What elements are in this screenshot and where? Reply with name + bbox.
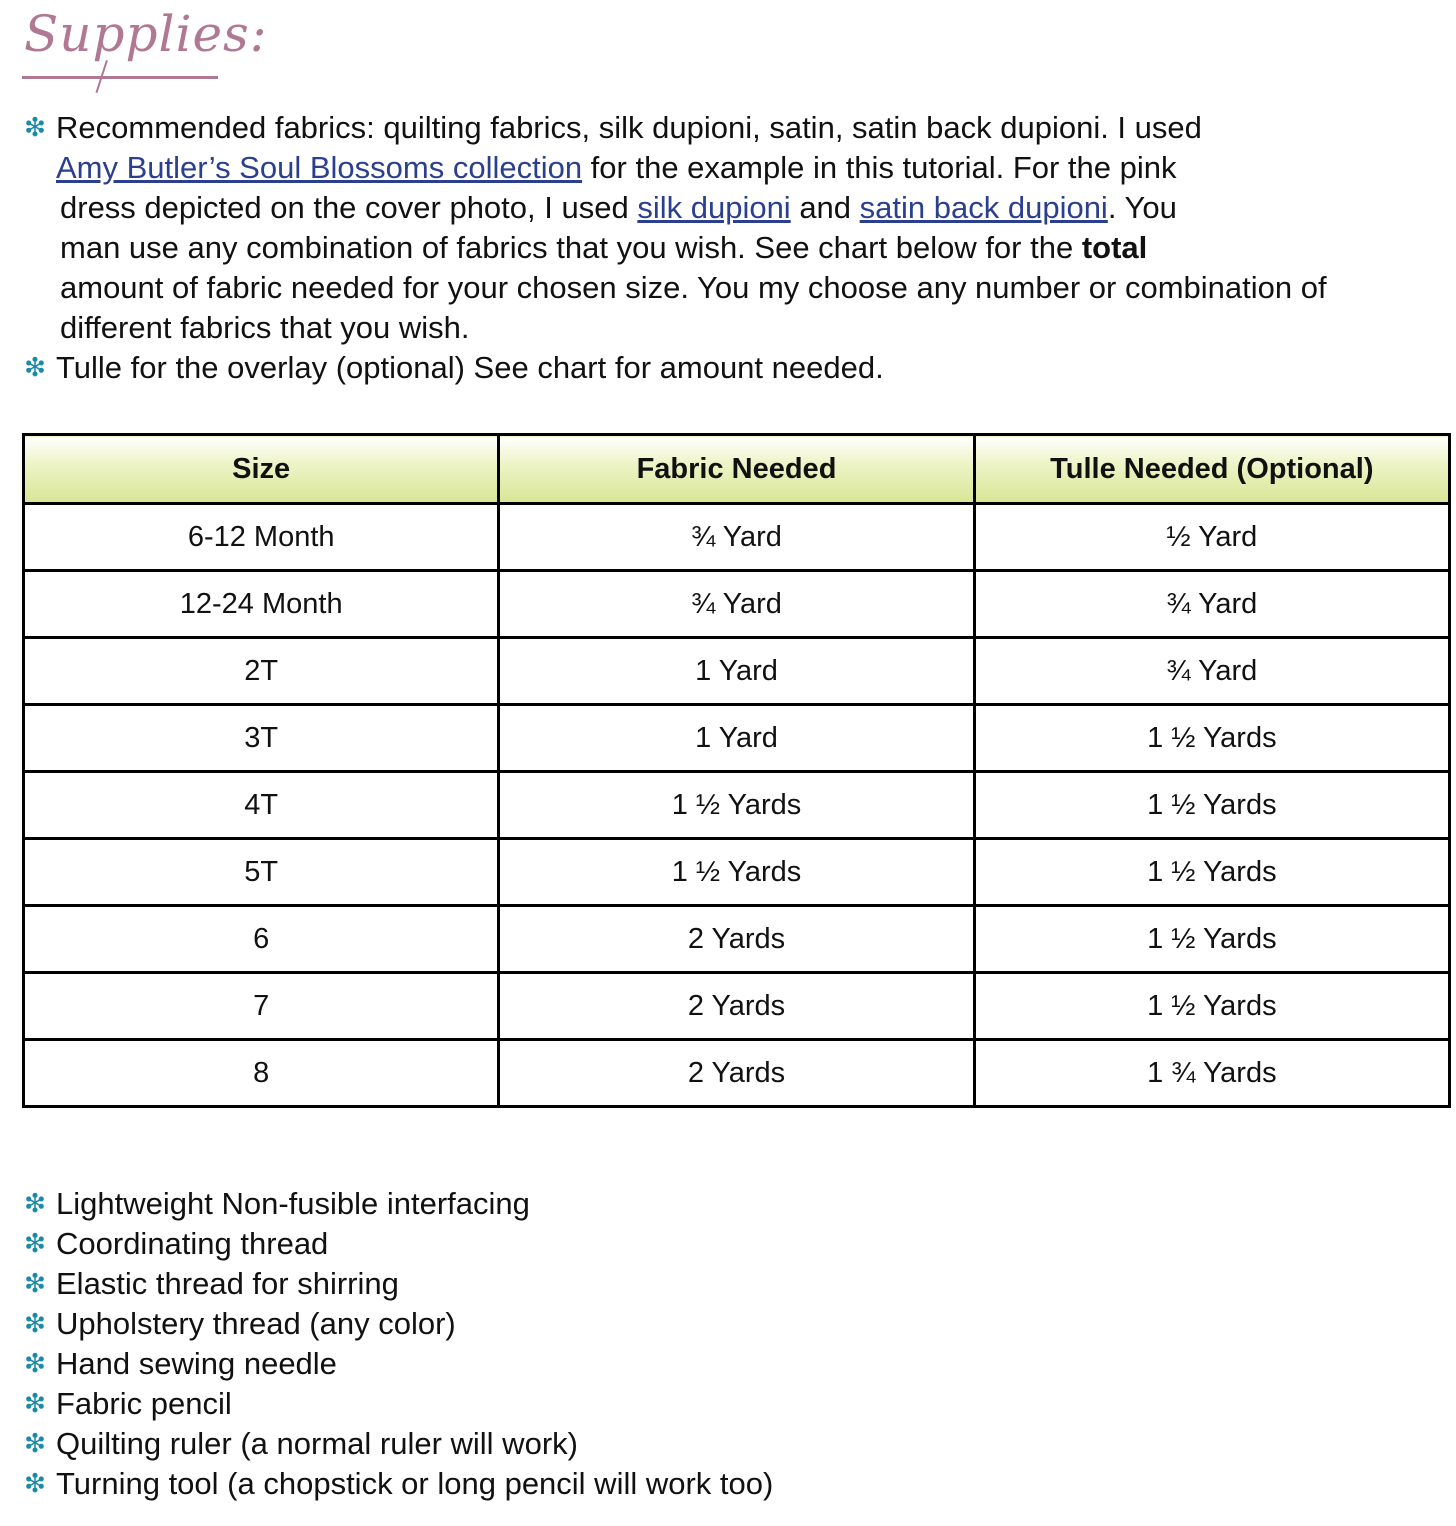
cell-fabric: ¾ Yard [499, 571, 974, 638]
fabrics-line-1: Recommended fabrics: quilting fabrics, silk dupioni, satin, satin back dupioni. I used [56, 110, 1202, 145]
fabrics-line-6: different fabrics that you wish. [60, 310, 470, 345]
heading-title: Supplies: [24, 5, 268, 63]
list-item [22, 1304, 1222, 1344]
heading-underline [22, 76, 218, 79]
supply-text: Hand sewing needle [56, 1346, 337, 1381]
cell-fabric: 2 Yards [499, 906, 974, 973]
bullet-icon: ❇ [24, 353, 46, 383]
cell-tulle: 1 ½ Yards [974, 839, 1449, 906]
supply-text: Fabric pencil [56, 1386, 232, 1421]
bullet-icon: ❇ [24, 1189, 46, 1219]
supply-text: Turning tool (a chopstick or long pencil will work too) [56, 1466, 774, 1501]
list-item [22, 1224, 1222, 1264]
bullet-icon: ❇ [24, 1229, 46, 1259]
fabric-list [22, 108, 1454, 388]
list-item [22, 1424, 1222, 1464]
cell-size: 8 [24, 1040, 499, 1107]
cell-fabric: ¾ Yard [499, 504, 974, 571]
cell-fabric: 1 Yard [499, 705, 974, 772]
header-fabric-needed: Fabric Needed [499, 435, 974, 504]
supply-text: Upholstery thread (any color) [56, 1306, 456, 1341]
satin-back-dupioni-link[interactable]: satin back dupioni [859, 190, 1108, 225]
fabrics-line-4-head: man use any combination of fabrics that you wish. See chart below for the [60, 230, 1082, 265]
cell-fabric: 1 ½ Yards [499, 839, 974, 906]
tulle-text: Tulle for the overlay (optional) See chart for amount needed. [56, 350, 884, 385]
list-item [22, 1184, 1222, 1224]
list-item [22, 1384, 1222, 1424]
table-row [24, 504, 1450, 571]
silk-dupioni-link[interactable]: silk dupioni [637, 190, 791, 225]
bullet-icon: ❇ [24, 1349, 46, 1379]
cell-tulle: 1 ½ Yards [974, 973, 1449, 1040]
fabrics-line-5: amount of fabric needed for your chosen size. You my choose any number or combination of [60, 270, 1327, 305]
list-item [22, 1264, 1222, 1304]
list-item [22, 1464, 1222, 1504]
supply-text: Coordinating thread [56, 1226, 329, 1261]
total-emphasis: total [1081, 230, 1148, 265]
fabrics-line-2-tail: for the example in this tutorial. For the pink [582, 150, 1177, 185]
cell-tulle: ¾ Yard [974, 638, 1449, 705]
fabrics-line-3 [56, 188, 1454, 228]
cell-tulle: ½ Yard [974, 504, 1449, 571]
supply-text: Lightweight Non-fusible interfacing [56, 1186, 530, 1221]
cell-fabric: 1 Yard [499, 638, 974, 705]
table-row [24, 839, 1450, 906]
cell-fabric: 2 Yards [499, 973, 974, 1040]
table-row [24, 705, 1450, 772]
cell-tulle: 1 ½ Yards [974, 772, 1449, 839]
cell-size: 6-12 Month [24, 504, 499, 571]
cell-size: 12-24 Month [24, 571, 499, 638]
cell-size: 5T [24, 839, 499, 906]
cell-tulle: ¾ Yard [974, 571, 1449, 638]
supply-text: Quilting ruler (a normal ruler will work) [56, 1426, 578, 1461]
table-row [24, 1040, 1450, 1107]
table-row [24, 906, 1450, 973]
cell-fabric: 2 Yards [499, 1040, 974, 1107]
table-row [24, 638, 1450, 705]
table-row [24, 772, 1450, 839]
fabrics-line-2 [56, 148, 1454, 188]
bullet-icon: ❇ [24, 113, 46, 143]
cell-fabric: 1 ½ Yards [499, 772, 974, 839]
table-row [24, 973, 1450, 1040]
bullet-icon: ❇ [24, 1469, 46, 1499]
fabrics-line-3-mid: and [790, 190, 860, 225]
cell-size: 4T [24, 772, 499, 839]
fabric-chart-table [22, 433, 1451, 1108]
cell-size: 7 [24, 973, 499, 1040]
cell-size: 3T [24, 705, 499, 772]
fabrics-line-3-head: dress depicted on the cover photo, I used [60, 190, 638, 225]
list-item-tulle [22, 348, 1454, 388]
cell-tulle: 1 ¾ Yards [974, 1040, 1449, 1107]
table-header-row [24, 435, 1450, 504]
supply-text: Elastic thread for shirring [56, 1266, 399, 1301]
table-row [24, 571, 1450, 638]
bullet-icon: ❇ [24, 1269, 46, 1299]
bullet-icon: ❇ [24, 1389, 46, 1419]
cell-tulle: 1 ½ Yards [974, 906, 1449, 973]
fabrics-line-4 [56, 228, 1454, 268]
bullet-icon: ❇ [24, 1309, 46, 1339]
header-size: Size [24, 435, 499, 504]
supplies-list [22, 1184, 1222, 1504]
list-item-fabrics [22, 108, 1454, 348]
cell-tulle: 1 ½ Yards [974, 705, 1449, 772]
list-item [22, 1344, 1222, 1384]
cell-size: 6 [24, 906, 499, 973]
cell-size: 2T [24, 638, 499, 705]
fabrics-line-3-tail: . You [1107, 190, 1177, 225]
bullet-icon: ❇ [24, 1429, 46, 1459]
header-tulle-needed: Tulle Needed (Optional) [974, 435, 1449, 504]
section-heading [22, 0, 268, 82]
amy-butler-link[interactable]: Amy Butler’s Soul Blossoms collection [56, 150, 583, 185]
